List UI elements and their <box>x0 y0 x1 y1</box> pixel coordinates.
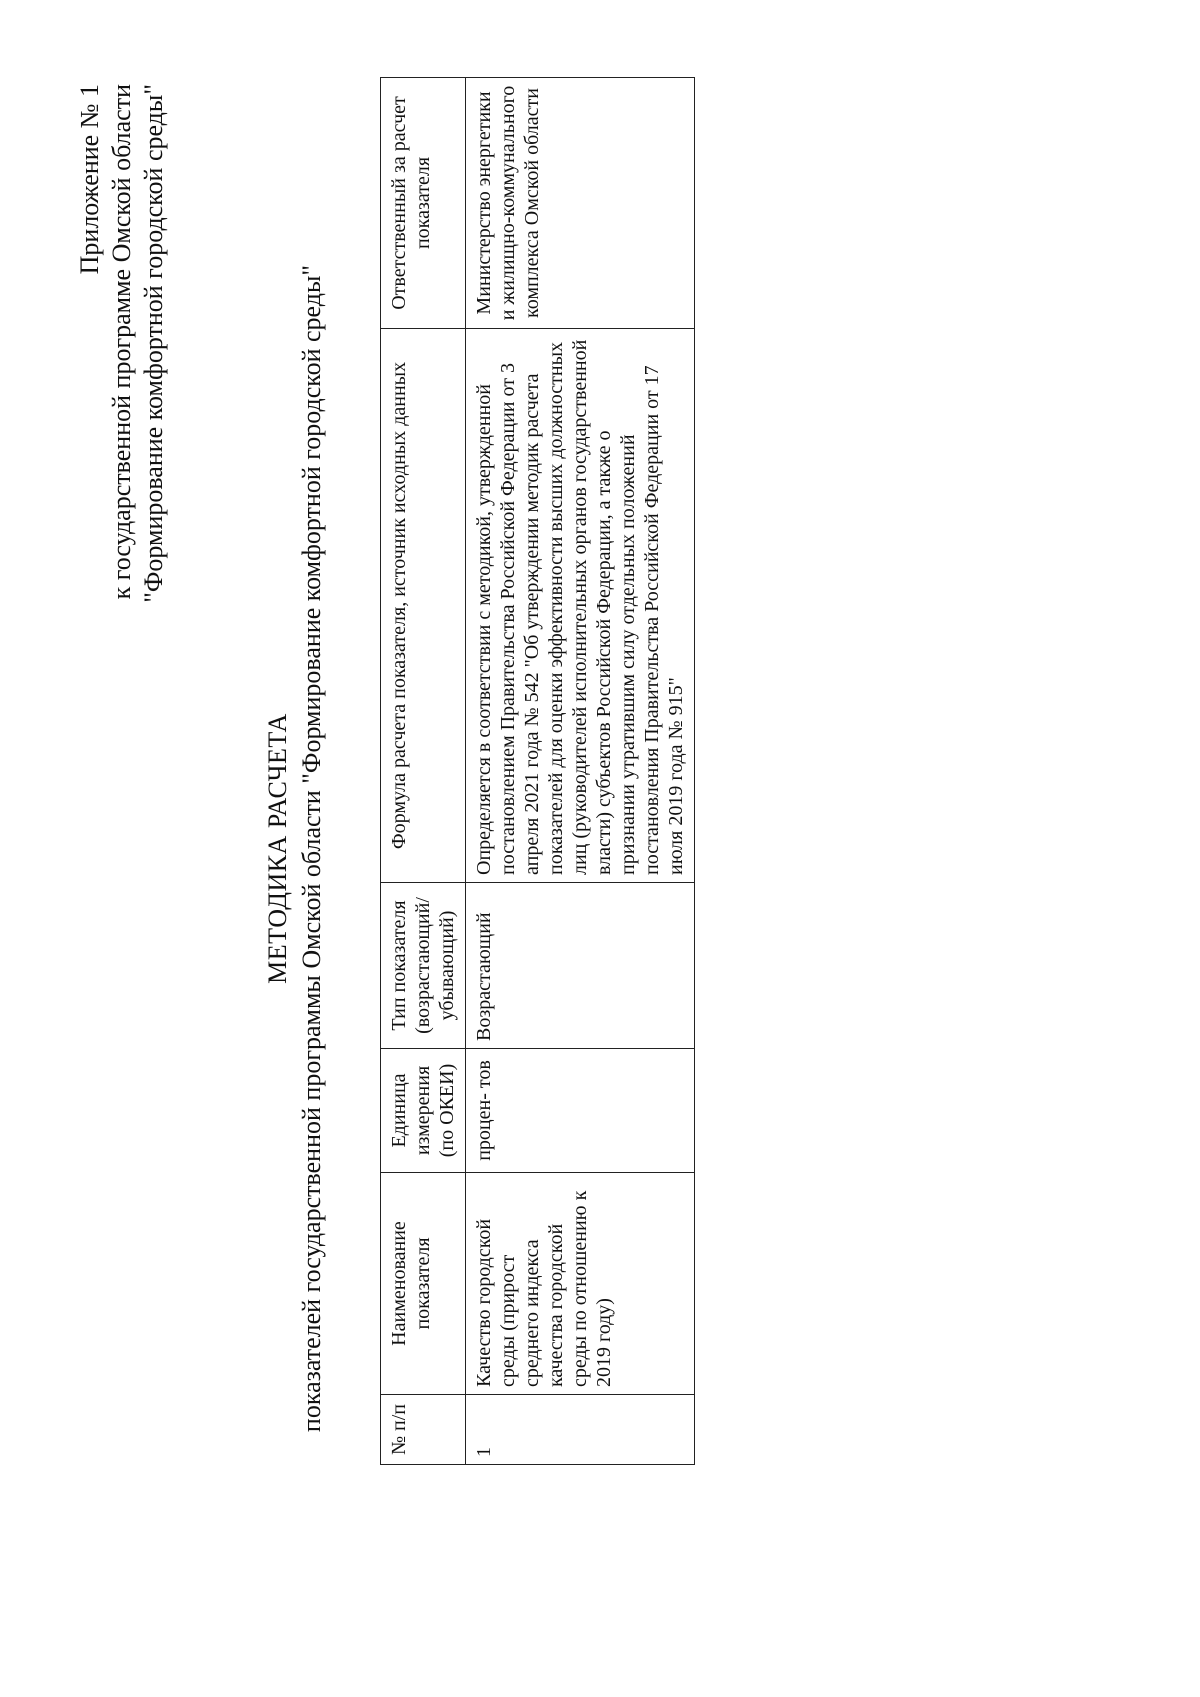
title-block <box>262 0 328 1697</box>
row-formula: Определяется в соответствии с методикой, утвержденной постановлением Правительства Российской Федерации от 3 апреля 2021 года № 542 "Об утверждении методик расчета показателей для оценки эффективности высших должностных лиц (руководителей исполнительных органов государственной власти) субъектов Российской Федерации, а также о признании утратившим силу отдельных положений постановления Правительства Российской Федерации от 17 июля 2019 года № 915" <box>466 329 695 883</box>
header-indicator-name: Наименование показателя <box>381 1173 466 1395</box>
document-title: МЕТОДИКА РАСЧЕТА <box>263 713 292 984</box>
row-responsible: Министерство энергетики и жилищно-коммунального комплекса Омской области <box>466 78 695 329</box>
header-number: № п/п <box>381 1395 466 1465</box>
header-unit: Единица измерения (по ОКЕИ) <box>381 1049 466 1173</box>
annex-line-1: Приложение № 1 <box>75 84 104 275</box>
row-indicator-type: Возрастающий <box>466 883 695 1049</box>
table-header-row <box>381 78 466 1465</box>
header-formula: Формула расчета показателя, источник исходных данных <box>381 329 466 883</box>
row-indicator-name: Качество городской среды (прирост среднего индекса качества городской среды по отношению к 2019 году) <box>466 1173 695 1395</box>
table-row <box>466 78 695 1465</box>
document-subtitle: показателей государственной программы Омской области "Формирование комфортной городской среды" <box>297 264 326 1433</box>
header-indicator-type: Тип показателя (возрастающий/ убывающий) <box>381 883 466 1049</box>
row-number: 1 <box>466 1395 695 1465</box>
annex-heading <box>74 84 170 603</box>
header-responsible: Ответственный за расчет показателя <box>381 78 466 329</box>
annex-line-3: "Формирование комфортной городской среды" <box>139 84 168 603</box>
annex-line-2: к государственной программе Омской области <box>107 84 136 600</box>
row-unit: процен- тов <box>466 1049 695 1173</box>
methodology-table <box>380 77 695 1465</box>
